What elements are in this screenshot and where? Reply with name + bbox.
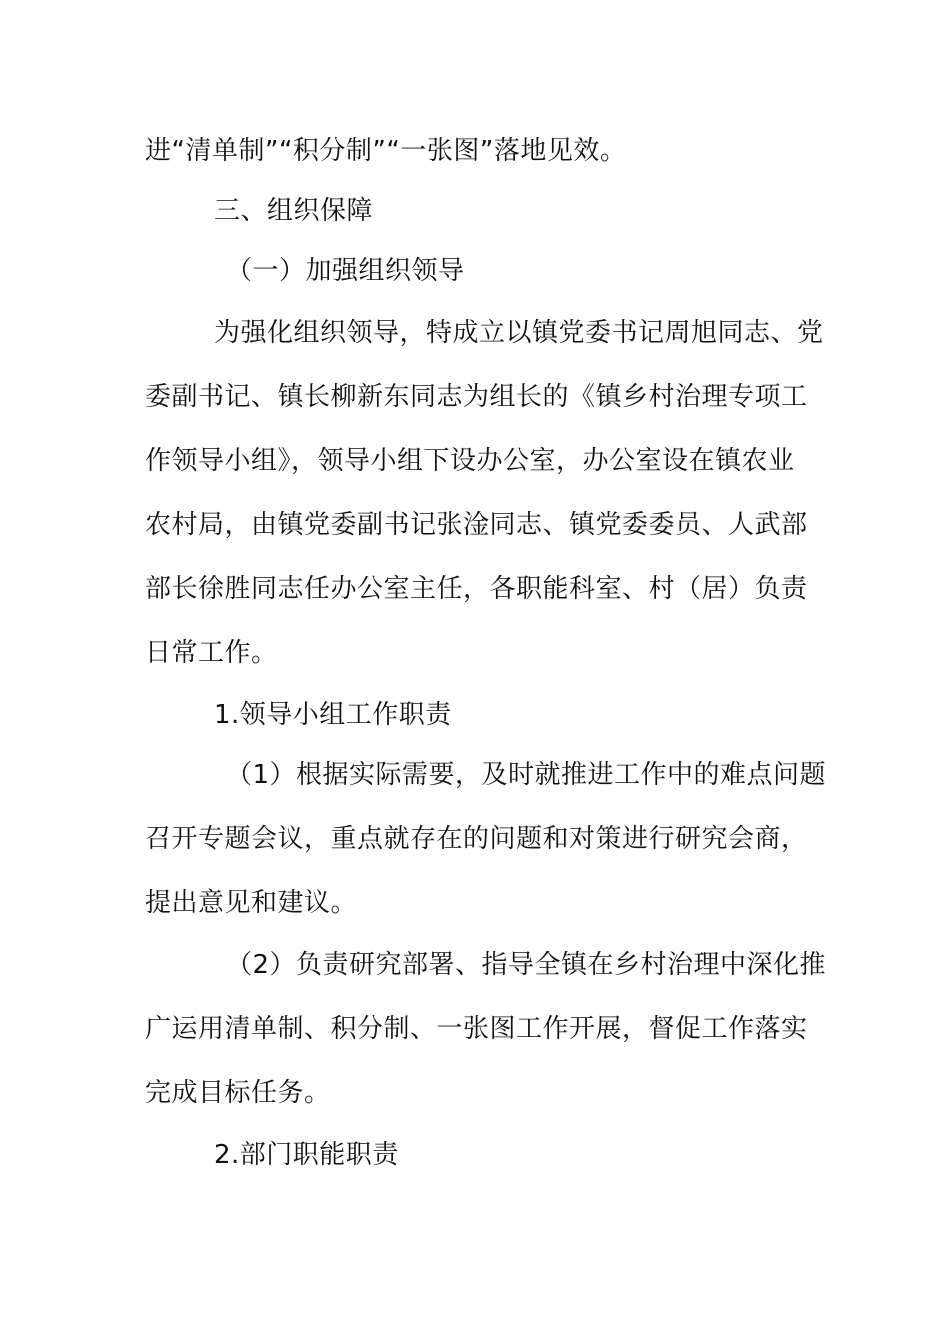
item-heading: 1.领导小组工作职责 <box>214 700 452 730</box>
paragraph-line: 召开专题会议，重点就存在的问题和对策进行研究会商， <box>145 824 808 854</box>
paragraph-line: 完成目标任务。 <box>145 1078 331 1108</box>
paragraph-line: 委副书记、镇长柳新东同志为组长的《镇乡村治理专项工 <box>145 382 808 412</box>
paragraph-line: 进“清单制”“积分制”“一张图”落地见效。 <box>145 136 627 166</box>
subsection-heading: （一）加强组织领导 <box>226 256 465 286</box>
paragraph-line: （1）根据实际需要，及时就推进工作中的难点问题 <box>226 760 827 790</box>
paragraph-line: 部长徐胜同志任办公室主任，各职能科室、村（居）负责 <box>145 574 808 604</box>
paragraph-line: 为强化组织领导，特成立以镇党委书记周旭同志、党 <box>214 318 824 348</box>
paragraph-line: 提出意见和建议。 <box>145 888 358 918</box>
paragraph-line: 日常工作。 <box>145 638 278 668</box>
section-heading: 三、组织保障 <box>214 196 374 226</box>
item-heading: 2.部门职能职责 <box>214 1140 399 1170</box>
paragraph-line: （2）负责研究部署、指导全镇在乡村治理中深化推 <box>226 950 827 980</box>
paragraph-line: 作领导小组》，领导小组下设办公室，办公室设在镇农业 <box>145 446 795 476</box>
paragraph-line: 广运用清单制、积分制、一张图工作开展，督促工作落实 <box>145 1014 808 1044</box>
paragraph-line: 农村局，由镇党委副书记张淦同志、镇党委委员、人武部 <box>145 510 808 540</box>
